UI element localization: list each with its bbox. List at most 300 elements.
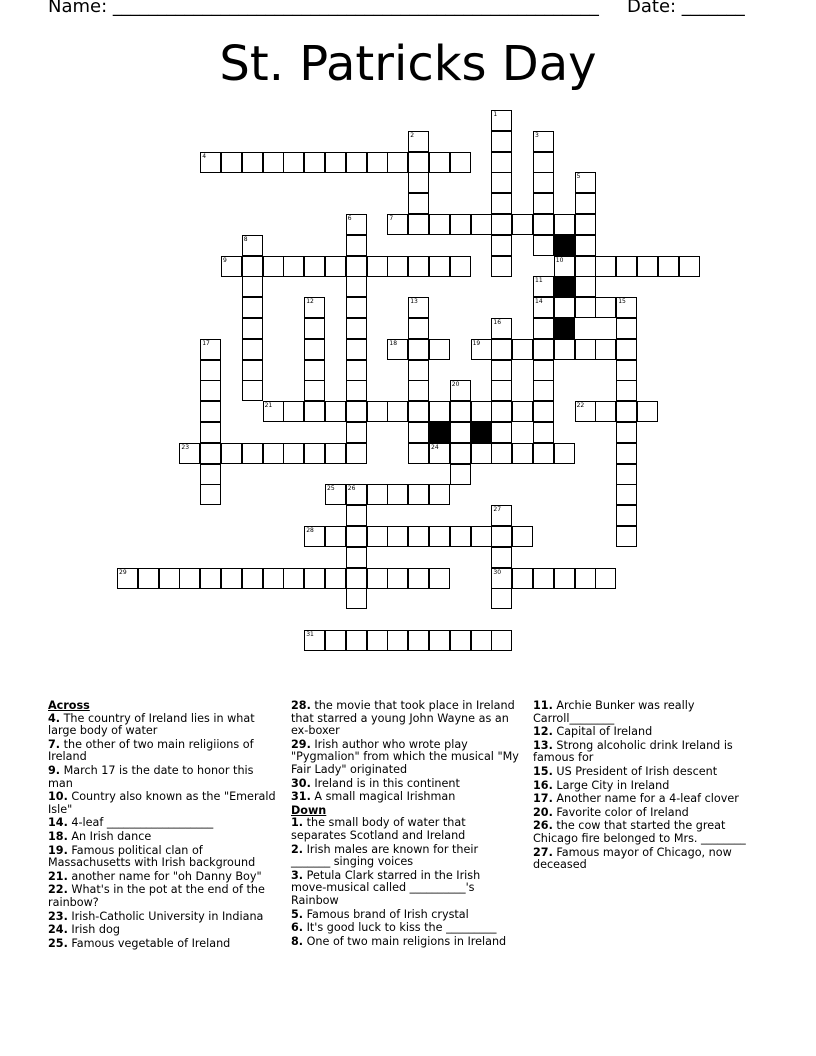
- crossword-cell[interactable]: [325, 443, 346, 464]
- name-field[interactable]: Name: ______________________________________________________: [48, 0, 599, 17]
- crossword-cell[interactable]: [325, 256, 346, 277]
- crossword-cell[interactable]: [616, 484, 637, 505]
- crossword-cell[interactable]: [575, 172, 596, 193]
- clue-item: [48, 884, 276, 909]
- crossword-cell[interactable]: [554, 443, 575, 464]
- clue-number-label: 29.: [291, 737, 311, 751]
- crossword-cell[interactable]: [616, 297, 637, 318]
- clue-text: March 17 is the date to honor this man: [48, 763, 254, 790]
- clue-number: 28: [306, 527, 314, 534]
- crossword-cell[interactable]: [242, 152, 263, 173]
- crossword-cell[interactable]: [595, 297, 616, 318]
- crossword-cell[interactable]: [491, 235, 512, 256]
- clue-item: [533, 726, 761, 739]
- crossword-cell[interactable]: [491, 422, 512, 443]
- clue-number: 26: [347, 485, 356, 493]
- clue-item: [48, 739, 276, 764]
- crossword-cell[interactable]: [429, 214, 450, 235]
- crossword-cell[interactable]: [263, 443, 284, 464]
- crossword-block: [471, 422, 492, 443]
- crossword-cell[interactable]: [346, 630, 367, 651]
- crossword-cell[interactable]: [616, 360, 637, 381]
- crossword-cell[interactable]: [575, 339, 596, 360]
- crossword-cell[interactable]: [408, 443, 429, 464]
- crossword-cell[interactable]: [471, 339, 492, 360]
- crossword-cell[interactable]: [200, 401, 221, 422]
- crossword-cell[interactable]: [491, 339, 512, 360]
- crossword-cell[interactable]: [200, 464, 221, 485]
- crossword-cell[interactable]: [346, 505, 367, 526]
- crossword-cell[interactable]: [533, 318, 554, 339]
- crossword-cell[interactable]: [616, 401, 637, 422]
- crossword-cell[interactable]: [512, 526, 533, 547]
- clue-number-label: 9.: [48, 763, 61, 777]
- crossword-cell[interactable]: [408, 339, 429, 360]
- crossword-cell[interactable]: [304, 360, 325, 381]
- crossword-cell[interactable]: [304, 297, 325, 318]
- crossword-cell[interactable]: [346, 339, 367, 360]
- crossword-cell[interactable]: [346, 588, 367, 609]
- crossword-cell[interactable]: [471, 401, 492, 422]
- crossword-cell[interactable]: [491, 568, 512, 589]
- crossword-cell[interactable]: [408, 568, 429, 589]
- clue-number: 22: [576, 402, 585, 410]
- clue-number-label: 30.: [291, 776, 311, 790]
- crossword-cell[interactable]: [491, 214, 512, 235]
- crossword-cell[interactable]: [304, 318, 325, 339]
- crossword-cell[interactable]: [429, 484, 450, 505]
- crossword-cell[interactable]: [200, 380, 221, 401]
- clue-item: [48, 791, 276, 816]
- crossword-cell[interactable]: [595, 401, 616, 422]
- clue-text: Archie Bunker was really Carroll________: [533, 699, 695, 725]
- crossword-cell[interactable]: [533, 235, 554, 256]
- crossword-cell[interactable]: [200, 422, 221, 443]
- crossword-cell[interactable]: [533, 380, 554, 401]
- crossword-cell[interactable]: [429, 568, 450, 589]
- crossword-cell[interactable]: [242, 256, 263, 277]
- crossword-cell[interactable]: [575, 568, 596, 589]
- clue-item: [533, 820, 761, 845]
- crossword-cell[interactable]: [283, 256, 304, 277]
- clue-text: the movie that took place in Ireland that starred a young John Wayne as an ex-boxer: [291, 699, 515, 738]
- crossword-cell[interactable]: [200, 443, 221, 464]
- crossword-cell[interactable]: [575, 276, 596, 297]
- crossword-cell[interactable]: [304, 568, 325, 589]
- crossword-cell[interactable]: [554, 297, 575, 318]
- crossword-cell[interactable]: [533, 360, 554, 381]
- clue-text: the small body of water that separates Scotland and Ireland: [291, 816, 466, 842]
- crossword-cell[interactable]: [408, 630, 429, 651]
- clue-number: 1: [493, 111, 498, 118]
- crossword-cell[interactable]: [658, 256, 679, 277]
- crossword-cell[interactable]: [533, 276, 554, 297]
- crossword-cell[interactable]: [346, 443, 367, 464]
- crossword-cell[interactable]: [367, 526, 388, 547]
- crossword-cell[interactable]: [346, 152, 367, 173]
- clue-item: [48, 817, 276, 830]
- crossword-cell[interactable]: [387, 630, 408, 651]
- crossword-cell[interactable]: [533, 422, 554, 443]
- crossword-cell[interactable]: [491, 172, 512, 193]
- crossword-cell[interactable]: [408, 360, 429, 381]
- clue-item: [291, 739, 519, 777]
- crossword-cell[interactable]: [491, 318, 512, 339]
- crossword-cell[interactable]: [616, 464, 637, 485]
- crossword-cell[interactable]: [533, 443, 554, 464]
- crossword-cell[interactable]: [408, 214, 429, 235]
- crossword-cell[interactable]: [575, 214, 596, 235]
- crossword-cell[interactable]: [471, 526, 492, 547]
- crossword-cell[interactable]: [491, 505, 512, 526]
- crossword-cell[interactable]: [387, 256, 408, 277]
- crossword-cell[interactable]: [450, 630, 471, 651]
- crossword-cell[interactable]: [408, 131, 429, 152]
- clue-item: [48, 765, 276, 790]
- crossword-cell[interactable]: [200, 339, 221, 360]
- crossword-cell[interactable]: [408, 297, 429, 318]
- clue-number: 7: [389, 215, 394, 222]
- crossword-block: [554, 235, 575, 256]
- crossword-cell[interactable]: [304, 152, 325, 173]
- crossword-cell[interactable]: [346, 360, 367, 381]
- crossword-cell[interactable]: [450, 443, 471, 464]
- clue-number: 4: [202, 152, 207, 160]
- crossword-cell[interactable]: [408, 193, 429, 214]
- clue-text: It's good luck to kiss the _________: [303, 921, 497, 935]
- crossword-cell[interactable]: [242, 339, 263, 360]
- crossword-cell[interactable]: [512, 339, 533, 360]
- crossword-cell[interactable]: [491, 588, 512, 609]
- crossword-cell[interactable]: [283, 401, 304, 422]
- clue-number-label: 15.: [533, 764, 553, 778]
- crossword-cell[interactable]: [491, 380, 512, 401]
- clue-item: [533, 807, 761, 820]
- crossword-cell[interactable]: [637, 401, 658, 422]
- clue-number: 10: [555, 256, 564, 264]
- clue-item: [533, 766, 761, 779]
- crossword-cell[interactable]: [367, 630, 388, 651]
- clue-number-label: 25.: [48, 936, 68, 950]
- crossword-cell[interactable]: [408, 152, 429, 173]
- crossword-cell[interactable]: [408, 401, 429, 422]
- across-heading: Across: [48, 699, 90, 712]
- crossword-cell[interactable]: [471, 214, 492, 235]
- crossword-cell[interactable]: [429, 630, 450, 651]
- crossword-cell[interactable]: [387, 339, 408, 360]
- crossword-cell[interactable]: [387, 526, 408, 547]
- date-field[interactable]: Date: _______: [627, 0, 745, 17]
- crossword-cell[interactable]: [533, 152, 554, 173]
- crossword-cell[interactable]: [179, 568, 200, 589]
- crossword-cell[interactable]: [263, 401, 284, 422]
- crossword-cell[interactable]: [491, 526, 512, 547]
- crossword-cell[interactable]: [242, 297, 263, 318]
- crossword-cell[interactable]: [304, 443, 325, 464]
- crossword-cell[interactable]: [304, 339, 325, 360]
- crossword-cell[interactable]: [450, 152, 471, 173]
- crossword-cell[interactable]: [367, 484, 388, 505]
- crossword-cell[interactable]: [325, 401, 346, 422]
- crossword-cell[interactable]: [512, 443, 533, 464]
- clue-text: Large City in Ireland: [552, 778, 670, 792]
- crossword-cell[interactable]: [242, 380, 263, 401]
- crossword-cell[interactable]: [179, 443, 200, 464]
- crossword-cell[interactable]: [491, 547, 512, 568]
- crossword-cell[interactable]: [200, 152, 221, 173]
- clue-number-label: 31.: [291, 790, 311, 804]
- crossword-cell[interactable]: [637, 256, 658, 277]
- crossword-cell[interactable]: [200, 484, 221, 505]
- clue-text: The country of Ireland lies in what large body of water: [48, 711, 255, 738]
- crossword-cell[interactable]: [263, 152, 284, 173]
- clue-item: [291, 909, 519, 922]
- clue-number-label: 22.: [48, 883, 68, 897]
- crossword-cell[interactable]: [387, 152, 408, 173]
- clue-number: 12: [306, 298, 314, 306]
- crossword-cell[interactable]: [616, 380, 637, 401]
- clue-text: A small magical Irishman: [310, 790, 456, 804]
- crossword-cell[interactable]: [616, 443, 637, 464]
- crossword-cell[interactable]: [450, 464, 471, 485]
- crossword-cell[interactable]: [491, 360, 512, 381]
- clue-text: An Irish dance: [67, 829, 152, 843]
- crossword-cell[interactable]: [346, 401, 367, 422]
- crossword-cell[interactable]: [491, 131, 512, 152]
- clue-number-label: 4.: [48, 711, 61, 725]
- crossword-cell[interactable]: [387, 214, 408, 235]
- crossword-cell[interactable]: [346, 526, 367, 547]
- crossword-cell[interactable]: [450, 401, 471, 422]
- clue-number-label: 17.: [533, 792, 553, 806]
- crossword-cell[interactable]: [533, 339, 554, 360]
- crossword-cell[interactable]: [616, 526, 637, 547]
- crossword-cell[interactable]: [221, 443, 242, 464]
- crossword-cell[interactable]: [450, 380, 471, 401]
- crossword-cell[interactable]: [616, 318, 637, 339]
- crossword-cell[interactable]: [616, 422, 637, 443]
- crossword-cell[interactable]: [367, 568, 388, 589]
- clue-number: 6: [347, 215, 352, 222]
- crossword-cell[interactable]: [346, 256, 367, 277]
- crossword-cell[interactable]: [450, 214, 471, 235]
- crossword-cell[interactable]: [325, 568, 346, 589]
- crossword-cell[interactable]: [346, 547, 367, 568]
- crossword-cell[interactable]: [346, 297, 367, 318]
- clue-number: 23: [181, 443, 190, 451]
- clues-column-2: [291, 700, 519, 949]
- crossword-cell[interactable]: [554, 214, 575, 235]
- crossword-cell[interactable]: [387, 401, 408, 422]
- clue-text: Irish dog: [67, 923, 120, 937]
- clue-number: 13: [410, 298, 418, 306]
- crossword-cell[interactable]: [491, 152, 512, 173]
- crossword-cell[interactable]: [242, 235, 263, 256]
- clue-number: 29: [119, 568, 127, 576]
- crossword-cell[interactable]: [429, 443, 450, 464]
- crossword-cell[interactable]: [429, 401, 450, 422]
- crossword-cell[interactable]: [533, 193, 554, 214]
- clue-text: What's in the pot at the end of the rainbow?: [48, 883, 265, 909]
- crossword-cell[interactable]: [263, 568, 284, 589]
- crossword-cell[interactable]: [533, 131, 554, 152]
- crossword-cell[interactable]: [367, 401, 388, 422]
- crossword-cell[interactable]: [242, 276, 263, 297]
- crossword-cell[interactable]: [387, 484, 408, 505]
- crossword-cell[interactable]: [616, 256, 637, 277]
- crossword-cell[interactable]: [512, 401, 533, 422]
- crossword-cell[interactable]: [575, 297, 596, 318]
- crossword-cell[interactable]: [491, 630, 512, 651]
- crossword-cell[interactable]: [159, 568, 180, 589]
- crossword-cell[interactable]: [533, 214, 554, 235]
- down-heading: Down: [291, 803, 327, 817]
- crossword-cell[interactable]: [117, 568, 138, 589]
- crossword-cell[interactable]: [533, 568, 554, 589]
- clue-number: 16: [493, 319, 502, 326]
- clue-item: [48, 845, 276, 870]
- crossword-cell[interactable]: [367, 256, 388, 277]
- crossword-cell[interactable]: [346, 318, 367, 339]
- clue-text: Irish males are known for their _______ singing voices: [291, 842, 479, 869]
- clue-number-label: 28.: [291, 699, 311, 712]
- crossword-cell[interactable]: [471, 443, 492, 464]
- crossword-cell[interactable]: [387, 568, 408, 589]
- crossword-cell[interactable]: [200, 360, 221, 381]
- clue-item: [291, 791, 519, 804]
- crossword-cell[interactable]: [512, 568, 533, 589]
- clue-number: 8: [243, 235, 248, 243]
- crossword-cell[interactable]: [491, 443, 512, 464]
- crossword-cell[interactable]: [304, 526, 325, 547]
- crossword-cell[interactable]: [595, 339, 616, 360]
- crossword-cell[interactable]: [283, 443, 304, 464]
- crossword-cell[interactable]: [554, 256, 575, 277]
- crossword-cell[interactable]: [554, 339, 575, 360]
- crossword-cell[interactable]: [263, 256, 284, 277]
- crossword-cell[interactable]: [408, 422, 429, 443]
- clue-item: [48, 938, 276, 951]
- crossword-cell[interactable]: [346, 235, 367, 256]
- crossword-cell[interactable]: [325, 484, 346, 505]
- crossword-cell[interactable]: [346, 380, 367, 401]
- crossword-cell[interactable]: [616, 505, 637, 526]
- clue-number-label: 12.: [533, 725, 553, 739]
- clue-number: 9: [223, 256, 227, 264]
- crossword-cell[interactable]: [283, 152, 304, 173]
- clue-text: Famous brand of Irish crystal: [303, 907, 469, 921]
- crossword-cell[interactable]: [283, 568, 304, 589]
- crossword-cell[interactable]: [408, 526, 429, 547]
- clue-number-label: 2.: [291, 842, 304, 856]
- crossword-cell[interactable]: [325, 526, 346, 547]
- clue-text: Irish author who wrote play "Pygmalion" from which the musical "My Fair Lady" originated: [291, 737, 519, 776]
- crossword-cell[interactable]: [408, 256, 429, 277]
- clue-number-label: 14.: [48, 816, 68, 830]
- clue-number-label: 27.: [533, 845, 553, 859]
- crossword-cell[interactable]: [450, 526, 471, 547]
- clue-item: [533, 780, 761, 793]
- clue-number-label: 26.: [533, 819, 553, 833]
- crossword-cell[interactable]: [450, 422, 471, 443]
- crossword-cell[interactable]: [491, 256, 512, 277]
- crossword-cell[interactable]: [575, 401, 596, 422]
- clue-text: another name for "oh Danny Boy": [67, 869, 262, 883]
- crossword-cell[interactable]: [346, 214, 367, 235]
- crossword-cell[interactable]: [450, 256, 471, 277]
- clue-number-label: 6.: [291, 921, 304, 935]
- crossword-cell[interactable]: [429, 152, 450, 173]
- crossword-cell[interactable]: [242, 443, 263, 464]
- crossword-cell[interactable]: [346, 568, 367, 589]
- crossword-cell[interactable]: [367, 152, 388, 173]
- clue-number: 21: [264, 402, 273, 410]
- crossword-cell[interactable]: [242, 360, 263, 381]
- crossword-cell[interactable]: [491, 193, 512, 214]
- clue-item: [291, 870, 519, 908]
- crossword-cell[interactable]: [346, 484, 367, 505]
- clues-column-3: [533, 700, 761, 873]
- crossword-cell[interactable]: [304, 401, 325, 422]
- crossword-cell[interactable]: [533, 297, 554, 318]
- clue-number-label: 16.: [533, 778, 553, 792]
- crossword-cell[interactable]: [429, 256, 450, 277]
- clue-number-label: 20.: [533, 805, 553, 819]
- crossword-cell[interactable]: [221, 568, 242, 589]
- crossword-cell[interactable]: [200, 568, 221, 589]
- crossword-cell[interactable]: [304, 630, 325, 651]
- crossword-cell[interactable]: [554, 568, 575, 589]
- crossword-cell[interactable]: [325, 152, 346, 173]
- crossword-cell[interactable]: [512, 214, 533, 235]
- clue-number: 31: [306, 631, 314, 638]
- crossword-cell[interactable]: [679, 256, 700, 277]
- crossword-cell[interactable]: [533, 172, 554, 193]
- clue-text: Famous vegetable of Ireland: [67, 936, 231, 950]
- clue-number: 19: [472, 339, 481, 347]
- crossword-cell[interactable]: [408, 380, 429, 401]
- crossword-cell[interactable]: [533, 401, 554, 422]
- crossword-cell[interactable]: [429, 526, 450, 547]
- crossword-cell[interactable]: [491, 401, 512, 422]
- crossword-cell[interactable]: [595, 568, 616, 589]
- crossword-cell[interactable]: [616, 339, 637, 360]
- crossword-cell[interactable]: [408, 484, 429, 505]
- crossword-cell[interactable]: [304, 380, 325, 401]
- crossword-cell[interactable]: [429, 339, 450, 360]
- crossword-cell[interactable]: [304, 256, 325, 277]
- crossword-cell[interactable]: [595, 256, 616, 277]
- crossword-cell[interactable]: [575, 193, 596, 214]
- crossword-cell[interactable]: [491, 110, 512, 131]
- clue-number: 14: [535, 298, 543, 306]
- crossword-cell[interactable]: [221, 256, 242, 277]
- crossword-cell[interactable]: [242, 318, 263, 339]
- crossword-cell[interactable]: [575, 235, 596, 256]
- crossword-cell[interactable]: [408, 172, 429, 193]
- crossword-cell[interactable]: [408, 318, 429, 339]
- crossword-cell[interactable]: [346, 422, 367, 443]
- crossword-cell[interactable]: [242, 568, 263, 589]
- crossword-cell[interactable]: [346, 276, 367, 297]
- crossword-cell[interactable]: [325, 630, 346, 651]
- crossword-cell[interactable]: [471, 630, 492, 651]
- clue-text: Irish-Catholic University in Indiana: [67, 909, 264, 923]
- crossword-cell[interactable]: [221, 152, 242, 173]
- crossword-cell[interactable]: [138, 568, 159, 589]
- crossword-cell[interactable]: [575, 256, 596, 277]
- clue-text: Another name for a 4-leaf clover: [552, 792, 739, 806]
